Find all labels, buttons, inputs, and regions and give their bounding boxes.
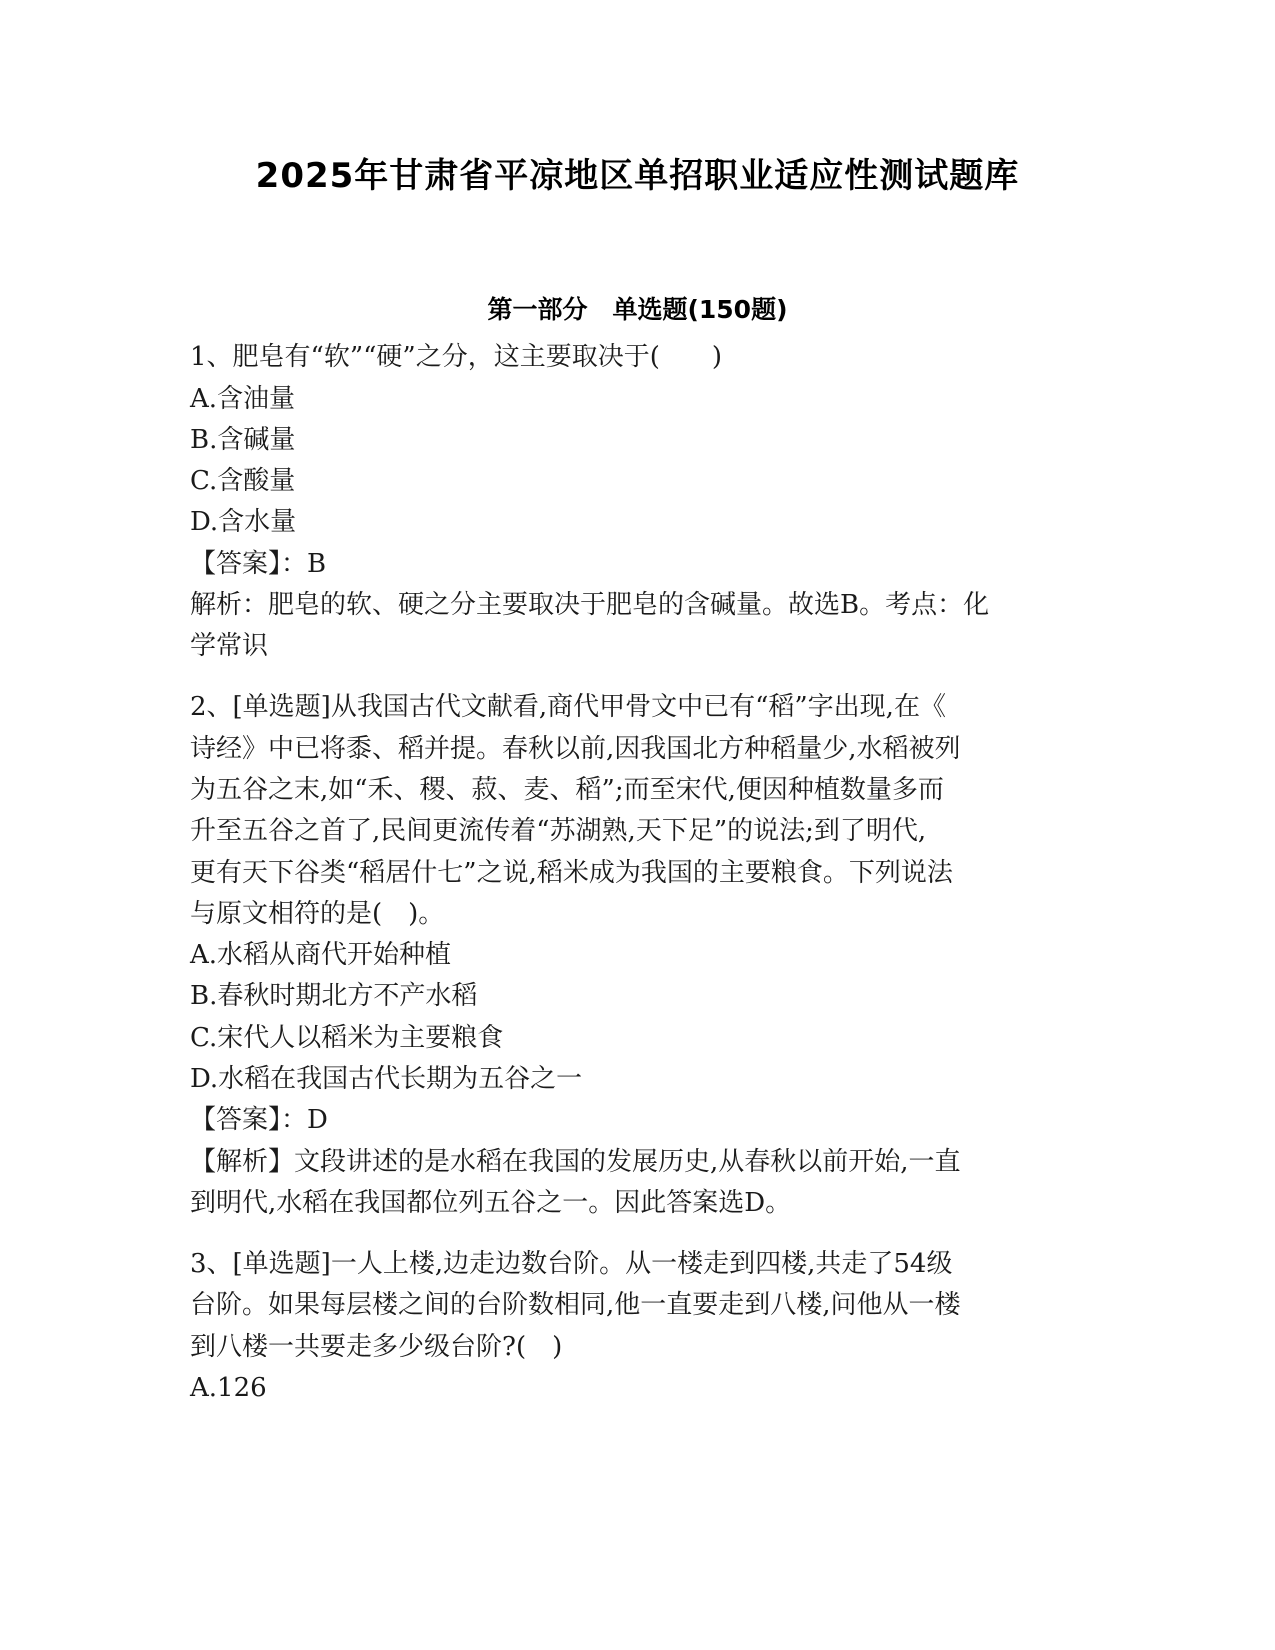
question-1-answer: 【答案】：B [190,549,327,579]
question-1-option-b: B.含碱量 [190,425,296,455]
question-2-stem-line: 升至五谷之首了,民间更流传着“苏湖熟,天下足”的说法;到了明代, [190,816,927,846]
question-3-stem-line: 3、[单选题]一人上楼,边走边数台阶。从一楼走到四楼,共走了54级 [190,1249,953,1279]
question-1-option-c: C.含酸量 [190,466,296,496]
question-2-stem-line: 2、[单选题]从我国古代文献看,商代甲骨文中已有“稻”字出现,在《 [190,692,946,722]
question-2-option-a: A.水稻从商代开始种植 [190,940,452,970]
document-title: 2025年甘肃省平凉地区单招职业适应性测试题库 [255,156,1020,196]
question-2-option-b: B.春秋时期北方不产水稻 [190,981,478,1011]
question-1-option-d: D.含水量 [190,507,297,537]
question-1-explanation-line: 解析：肥皂的软、硬之分主要取决于肥皂的含碱量。故选B。考点：化 [190,590,990,620]
section-heading: 第一部分 单选题(150题) [487,295,788,324]
question-1-explanation-line: 学常识 [190,631,269,661]
question-2-explanation-line: 到明代,水稻在我国都位列五谷之一。因此答案选D。 [190,1188,792,1218]
question-1-option-a: A.含油量 [190,384,296,414]
question-1-stem: 1、肥皂有“软”“硬”之分，这主要取决于( ) [190,342,722,372]
question-2-stem-line: 为五谷之末,如“禾、稷、菽、麦、稻”;而至宋代,便因种植数量多而 [190,775,944,805]
question-3-stem-line: 台阶。如果每层楼之间的台阶数相同,他一直要走到八楼,问他从一楼 [190,1290,961,1320]
question-2-stem-line: 诗经》中已将黍、稻并提。春秋以前,因我国北方种稻量少,水稻被列 [190,734,961,764]
question-2-option-c: C.宋代人以稻米为主要粮食 [190,1023,504,1053]
question-3-option-a: A.126 [190,1373,267,1403]
question-2-answer: 【答案】：D [190,1105,328,1135]
question-2-option-d: D.水稻在我国古代长期为五谷之一 [190,1064,583,1094]
question-2-stem-line: 更有天下谷类“稻居什七”之说,稻米成为我国的主要粮食。下列说法 [190,858,953,888]
question-3-stem-line: 到八楼一共要走多少级台阶?( ) [190,1332,563,1362]
question-2-explanation-line: 【解析】文段讲述的是水稻在我国的发展历史,从春秋以前开始,一直 [190,1147,961,1177]
question-2-stem-line: 与原文相符的是( )。 [190,899,445,929]
